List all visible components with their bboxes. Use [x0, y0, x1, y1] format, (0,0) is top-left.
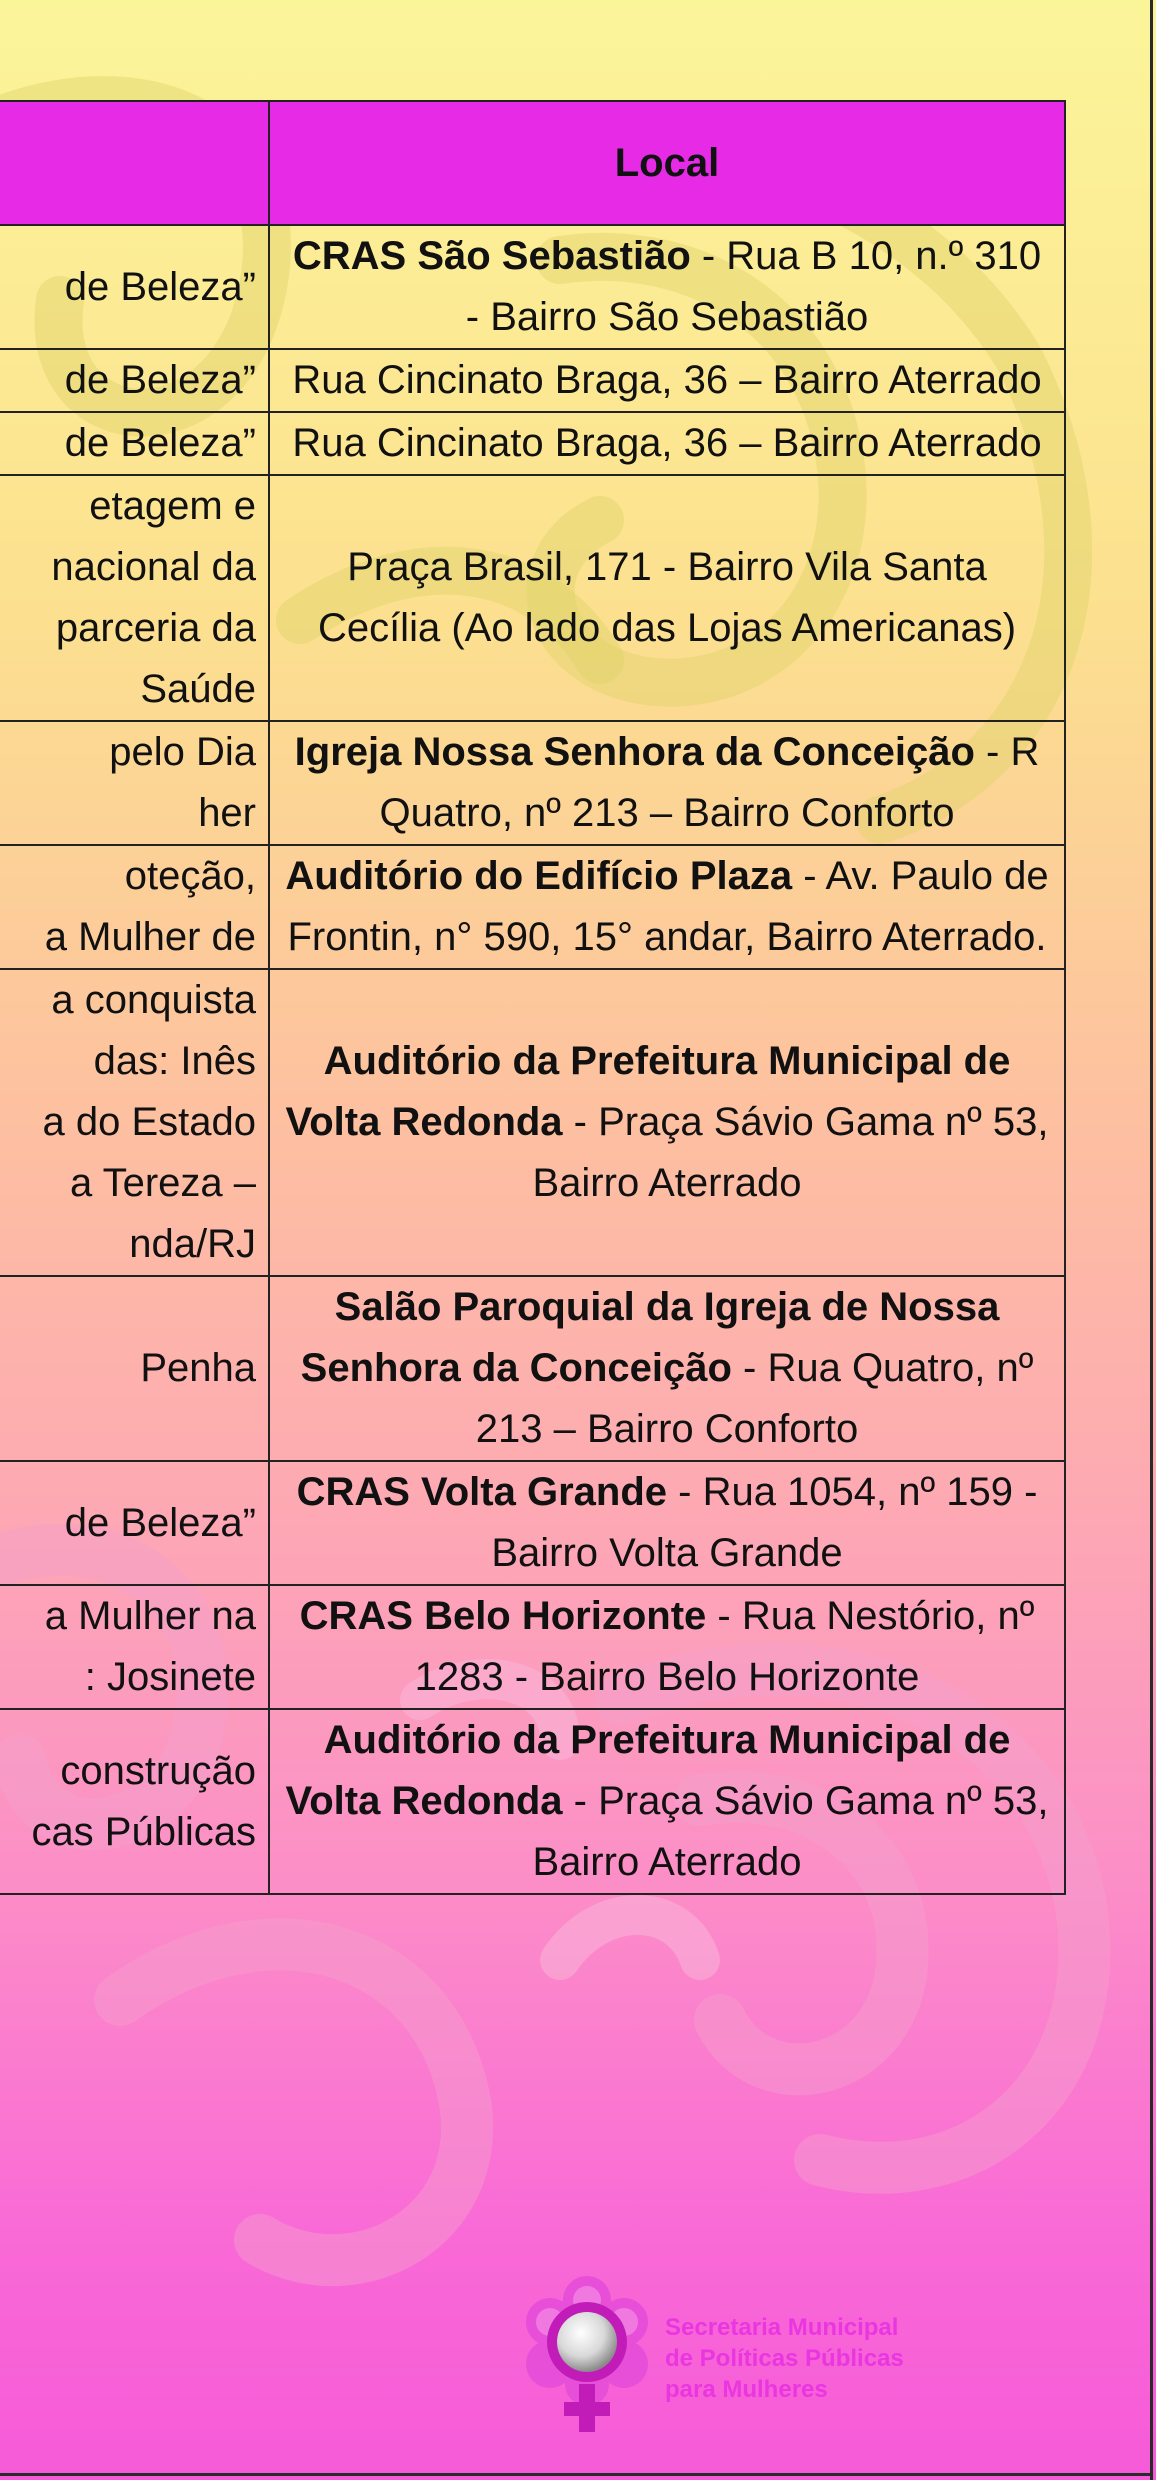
venue-address: - R Quatro, nº 213 – Bairro Conforto	[379, 730, 1040, 835]
activity-text-line: : Josinete	[84, 1655, 256, 1699]
table-row	[0, 721, 1065, 845]
activity-cell	[0, 1709, 269, 1894]
table-row	[0, 845, 1065, 969]
local-cell	[269, 225, 1065, 349]
activity-text-line: nacional da	[51, 545, 256, 589]
activity-text-line: Penha	[140, 1346, 256, 1390]
activity-text-line: her	[198, 791, 256, 835]
venue-name: Auditório da Prefeitura Municipal de Volta Redonda	[285, 1039, 1011, 1144]
activity-text-line: de Beleza”	[64, 358, 256, 402]
activity-cell	[0, 721, 269, 845]
activity-cell	[0, 845, 269, 969]
venue-address: - Av. Paulo de Frontin, n° 590, 15° andar, Bairro Aterrado.	[287, 854, 1049, 959]
table-row	[0, 225, 1065, 349]
venue-name: CRAS Belo Horizonte	[299, 1594, 707, 1638]
local-cell	[269, 475, 1065, 721]
venue-address: Rua Cincinato Braga, 36 – Bairro Aterrado	[292, 358, 1042, 402]
venue-name: Auditório da Prefeitura Municipal de Volta Redonda	[285, 1718, 1011, 1823]
activity-cell	[0, 412, 269, 475]
venue-name: Salão Paroquial da Igreja de Nossa Senhora da Conceição	[300, 1285, 1000, 1390]
activity-text-line: de Beleza”	[64, 421, 256, 465]
local-cell	[269, 1709, 1065, 1894]
activity-text-line: de Beleza”	[64, 264, 256, 309]
venue-name: Igreja Nossa Senhora da Conceição	[294, 730, 975, 774]
local-cell	[269, 969, 1065, 1276]
venue-address: Praça Brasil, 171 - Bairro Vila Santa Cecília (Ao lado das Lojas Americanas)	[317, 545, 1017, 650]
table-row	[0, 475, 1065, 721]
table-header-row	[0, 101, 1065, 225]
activity-text-line: a Mulher na	[44, 1594, 256, 1638]
activity-cell	[0, 1461, 269, 1585]
local-cell	[269, 1461, 1065, 1585]
local-cell	[269, 412, 1065, 475]
activity-cell	[0, 225, 269, 349]
venue-address: - Rua B 10, n.º 310 - Bairro São Sebastião	[465, 234, 1042, 339]
venue-name: CRAS São Sebastião	[292, 234, 691, 278]
table-row	[0, 969, 1065, 1276]
events-table	[0, 100, 1066, 1895]
table-body	[0, 225, 1065, 1894]
table-row	[0, 1709, 1065, 1894]
activity-text-line: Saúde	[140, 667, 256, 711]
venue-name: Auditório do Edifício Plaza	[285, 854, 793, 898]
local-cell	[269, 349, 1065, 412]
table-row	[0, 1276, 1065, 1461]
activity-cell	[0, 349, 269, 412]
local-cell	[269, 1276, 1065, 1461]
venue-address: - Praça Sávio Gama nº 53, Bairro Aterrado	[532, 1779, 1049, 1884]
logo-text-line-1: Secretaria Municipal	[665, 2314, 899, 2341]
venus-flower-logo-icon	[512, 2272, 662, 2442]
logo-text-line-2: de Políticas Públicas	[665, 2345, 904, 2372]
activity-text-line: construção	[60, 1748, 256, 1793]
table-row	[0, 1585, 1065, 1709]
local-cell	[269, 721, 1065, 845]
table-row	[0, 412, 1065, 475]
activity-text-line: nda/RJ	[129, 1222, 256, 1266]
activity-text-line: cas Públicas	[31, 1809, 256, 1854]
activity-text-line: a Tereza –	[69, 1161, 256, 1205]
activity-text-line: das: Inês	[93, 1039, 256, 1083]
activity-text-line: de Beleza”	[64, 1500, 256, 1545]
activity-column-header	[0, 101, 269, 225]
activity-cell	[0, 475, 269, 721]
local-cell	[269, 1585, 1065, 1709]
secretaria-logo-text	[665, 2312, 965, 2405]
table-row	[0, 349, 1065, 412]
activity-text-line: a conquista	[51, 978, 256, 1022]
venue-address: Rua Cincinato Braga, 36 – Bairro Aterrado	[292, 421, 1042, 465]
activity-text-line: a do Estado	[42, 1100, 256, 1144]
venue-address: - Rua Quatro, nº 213 – Bairro Conforto	[475, 1346, 1034, 1451]
venue-name: CRAS Volta Grande	[296, 1470, 668, 1514]
venue-address: - Rua 1054, nº 159 - Bairro Volta Grande	[491, 1470, 1038, 1575]
page-bottom-border	[0, 2473, 1153, 2476]
activity-cell	[0, 1276, 269, 1461]
activity-text-line: pelo Dia	[109, 730, 256, 774]
venue-address: - Praça Sávio Gama nº 53, Bairro Aterrado	[532, 1100, 1049, 1205]
table-row	[0, 1461, 1065, 1585]
activity-text-line: parceria da	[55, 606, 256, 650]
activity-cell	[0, 969, 269, 1276]
local-column-header: Local	[269, 101, 1065, 225]
venue-address: - Rua Nestório, nº 1283 - Bairro Belo Horizonte	[414, 1594, 1035, 1699]
local-cell	[269, 845, 1065, 969]
activity-cell	[0, 1585, 269, 1709]
logo-text-line-3: para Mulheres	[665, 2376, 828, 2403]
page-right-border	[1150, 0, 1153, 2480]
activity-text-line: a Mulher de	[44, 915, 256, 959]
activity-text-line: etagem e	[89, 484, 256, 528]
activity-text-line: oteção,	[124, 854, 256, 898]
